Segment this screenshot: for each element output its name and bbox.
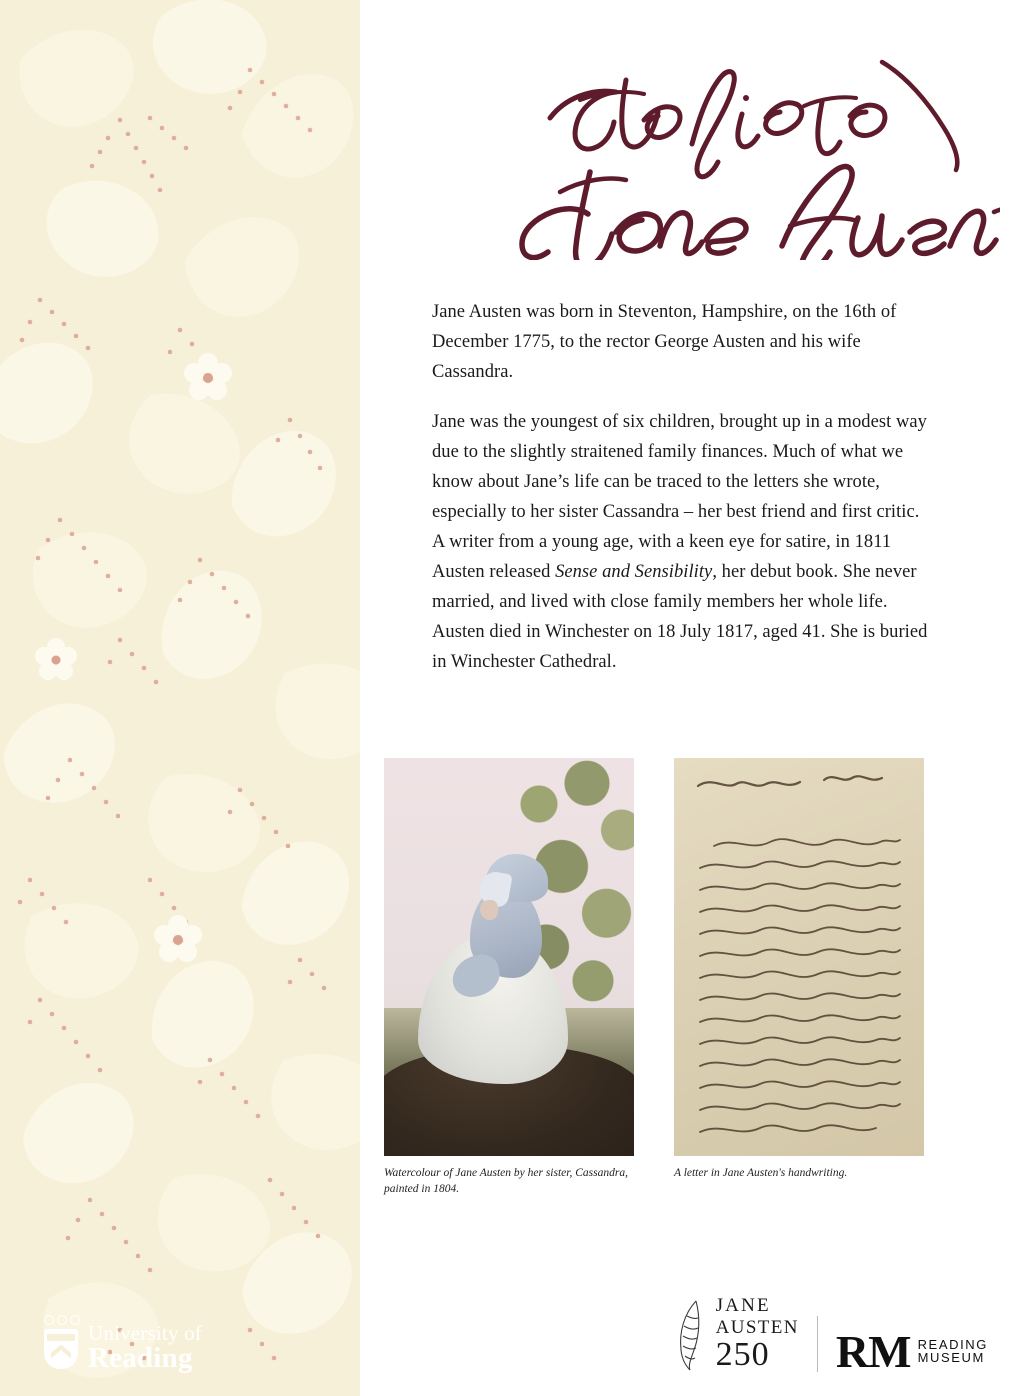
figure-letter xyxy=(674,758,924,1182)
poster-content xyxy=(360,0,1016,1396)
decorative-side-panel xyxy=(0,0,360,1396)
rm-line2: MUSEUM xyxy=(917,1350,985,1366)
ja250-line1: JANE xyxy=(715,1295,771,1316)
ja250-line2: AUSTEN xyxy=(715,1317,799,1338)
letter-caption: A letter in Jane Austen's handwriting. xyxy=(674,1167,848,1179)
university-crest-icon xyxy=(44,1329,78,1369)
reading-museum-logo xyxy=(835,1325,988,1377)
crest-dots-icon xyxy=(44,1315,80,1325)
figure-watercolour xyxy=(384,758,634,1198)
university-of-reading-logo xyxy=(44,1323,202,1374)
watercolour-caption: Watercolour of Jane Austen by her sister, Cassandra, painted in 1804. xyxy=(384,1167,628,1195)
university-logo-line2: Reading xyxy=(88,1342,193,1375)
paragraph-1: Jane Austen was born in Steventon, Hampshire, on the 16th of December 1775, to the rector George Austen and his wife Cassandra. xyxy=(432,302,897,382)
jane-austen-250-logo xyxy=(674,1296,799,1372)
body-text xyxy=(432,298,932,678)
handwriting-lines-icon xyxy=(674,758,924,1156)
ja250-number: 250 xyxy=(715,1336,770,1373)
quill-icon xyxy=(674,1298,708,1372)
paragraph-2 xyxy=(432,408,932,678)
rm-monogram: RM xyxy=(835,1325,911,1377)
university-logo-line1: University of xyxy=(88,1321,202,1346)
paragraph-2-part2: , her debut book. She never married, and lived with close family members her whole life. Austen died in Winchester on 18 July 1817, aged 41. She is buried in Winchester Cathedral. xyxy=(432,561,928,672)
poster-title xyxy=(430,40,1000,260)
paragraph-2-part1: Jane was the youngest of six children, brought up in a modest way due to the slightly straitened family finances. Much of what we know about Jane’s life can be traced to the letters she wrote, especially to her sister Cassandra – her best friend and first critic. A writer from a young age, with a keen eye for satire, in 1811 Austen released xyxy=(432,411,927,582)
letter-image xyxy=(674,758,924,1156)
rm-line1: READING xyxy=(917,1336,988,1352)
floral-pattern-icon xyxy=(0,0,360,1396)
handwritten-title-icon xyxy=(430,40,1000,260)
logo-divider xyxy=(817,1316,818,1372)
book-title-sense-and-sensibility: Sense and Sensibility xyxy=(555,561,713,582)
partner-logos xyxy=(674,1295,988,1377)
watercolour-image xyxy=(384,758,634,1156)
